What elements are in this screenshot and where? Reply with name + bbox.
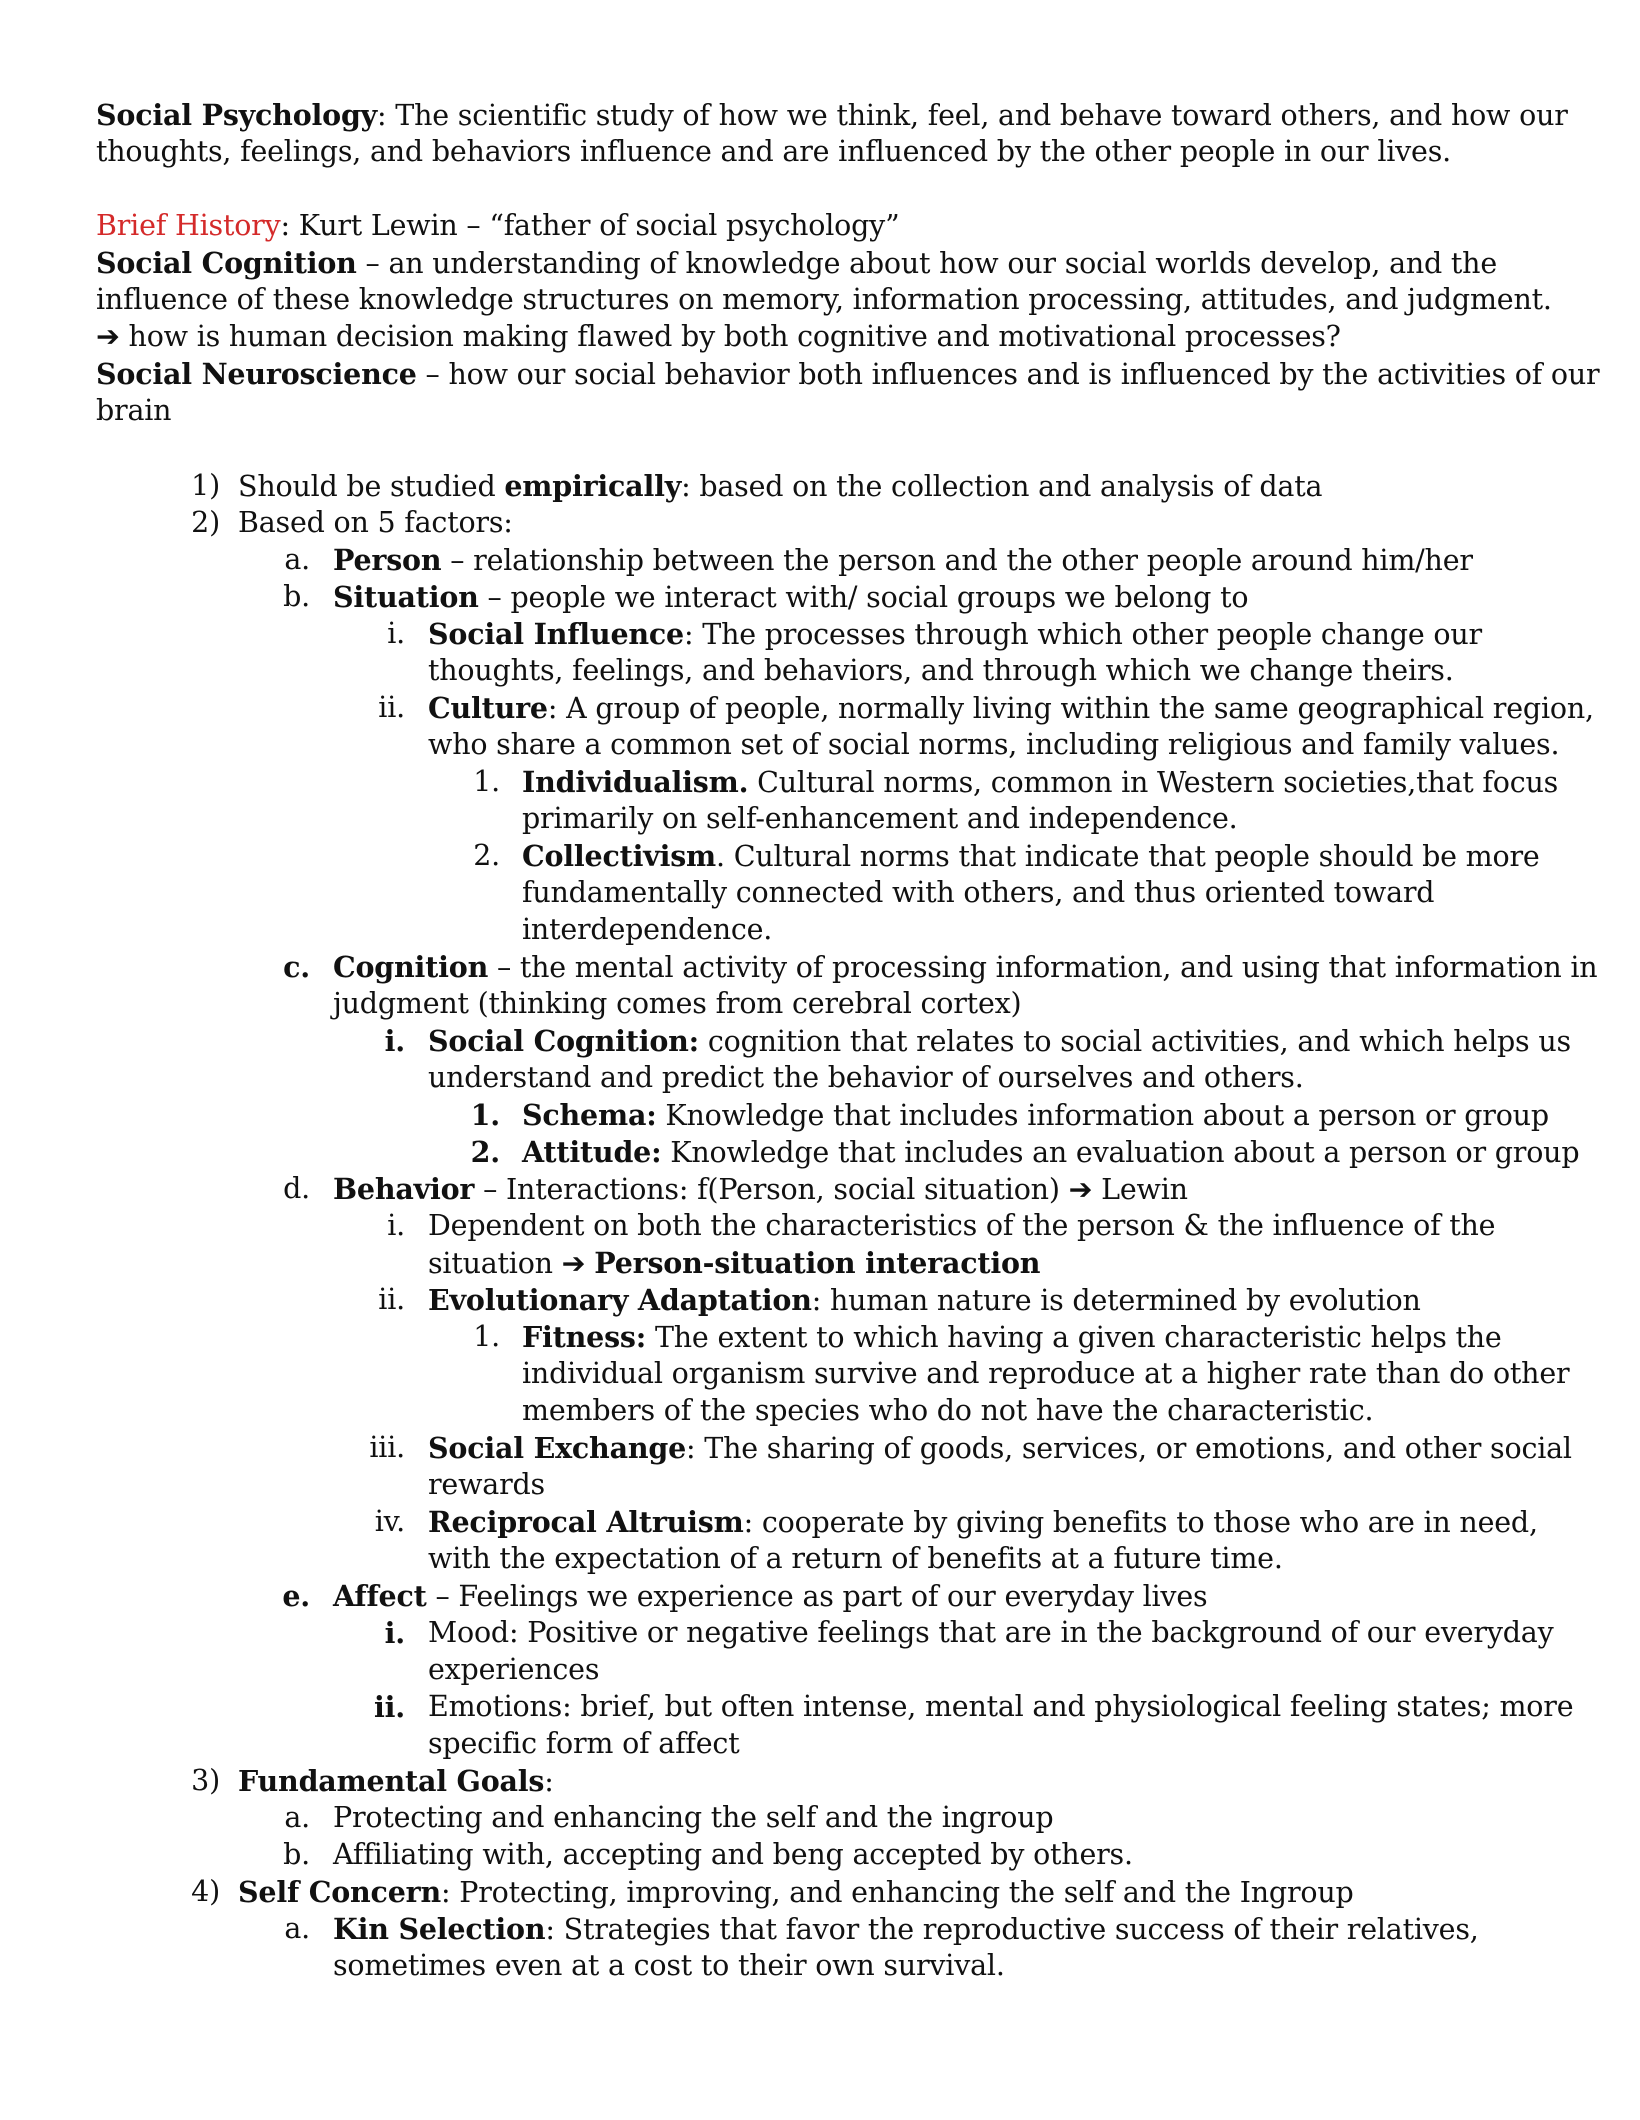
list-item-attitude: Attitude: Knowledge that includes an evaluation about a person or group	[522, 1135, 1580, 1169]
list-item-evolutionary-adaptation: Evolutionary Adaptation: human nature is determined by evolution	[428, 1283, 1421, 1317]
list-roman: i.	[384, 1024, 405, 1058]
list-item-fundamental-goals: Fundamental Goals:	[238, 1764, 554, 1798]
list-item-1: Should be studied empirically: based on the collection and analysis of data	[238, 469, 1323, 503]
list-letter: a.	[284, 543, 310, 576]
list-item-situation: Situation – people we interact with/ social groups we belong to	[333, 580, 1249, 614]
document-page: Social Psychology: The scientific study of how we think, feel, and behave toward others, and how our thoughts, feelings, and behaviors influence and are influenced by the other people in our lives. Brief History: Kurt Lewin – “father of social psychology” Social Cognition – an understanding of knowledge about how our social worlds develop, and the influence of these knowledge structures on memory, information processing, attitudes, and judgment. ➔ how is human decision making flawed by both cognitive and motivational processes? Social Neuroscience – how our social behavior both influences and is influenced by the activities of our brain 1) Should be studied empirically: based on the collection and analysis of data 2) Based on 5 factors: a. Person – relationship between the person and the other people around him/her b. Situation – people we interact with/ social groups we belong to i. Social Influence: The processes through which other people change our thoughts, feelings, and behaviors, and through which we change theirs. ii. Culture: A group of people, normally living within the same geographical region, who share a common set of social norms, including religious and family values. 1. Individualism. Cultural norms, common in Western societies,that focus primarily on self-enhancement and independence. 2. Collectivism. Cultural norms that indicate that people should be more fundamentally connected with others, and thus oriented toward interdependence. c. Cognition – the mental activity of processing information, and using that information in judgment (thinking comes from cerebral cortex) i. Social Cognition: cognition that relates to social activities, and which helps us understand and predict the behavior of ourselves and others. 1. Schema: Knowledge that includes information about a person or group 2. Attitude: Knowledge that includes an evaluation about a person or group d. Behavior – Interactions: f(Person, social situation) ➔ Lewin i. Dependent on both the characteristics of the person & the influence of the situation ➔ Person-situation interaction ii. Evolutionary Adaptation: human nature is determined by evolution 1. Fitness: The extent to which having a given characteristic helps the individual organism survive and reproduce at a higher rate than do other members of the species who do not have the characteristic. iii. Social Exchange: The sharing of goods, services, or emotions, and other social rewards iv. Reciprocal Altruism: cooperate by giving benefits to those who are in need, with the expectation of a return of benefits at a future time. e. Affect – Feelings we experience as part of our everyday lives i. Mood: Positive or negative feelings that are in the background of our everyday experiences ii. Emotions: brief, but often intense, mental and physiological feeling states; more specific form of affect 3) Fundamental Goals: a. Protecting and enhancing the self and the ingroup b. Affiliating with, accepting and beng accepted by others. 4) Self Concern: Protecting, improving, and enhancing the self and the Ingroup a. Kin Selection: Strategies that favor the reproductive success of their relatives, sometimes even at a cost to their own survival.	[96, 98, 1600, 1982]
list-letter: a.	[284, 1801, 310, 1834]
list-item-person: Person – relationship between the person and the other people around him/her	[333, 543, 1473, 577]
list-item-kin-selection: Kin Selection: Strategies that favor the reproductive success of their relatives,	[333, 1912, 1479, 1946]
intro-line-2: thoughts, feelings, and behaviors influence and are influenced by the other people in our lives.	[96, 135, 1452, 168]
list-item-reciprocal-altruism: Reciprocal Altruism: cooperate by giving benefits to those who are in need,	[428, 1505, 1538, 1539]
list-roman: ii.	[378, 1283, 405, 1316]
list-number: 1)	[191, 469, 220, 502]
list-item-social-influence: Social Influence: The processes through which other people change our	[428, 617, 1482, 651]
list-item-behavior: Behavior – Interactions: f(Person, social situation) ➔ Lewin	[333, 1172, 1188, 1206]
list-item-goal-protecting: Protecting and enhancing the self and the ingroup	[333, 1801, 1054, 1834]
list-item-self-concern: Self Concern: Protecting, improving, and enhancing the self and the Ingroup	[238, 1875, 1354, 1909]
list-number: 1.	[470, 1098, 500, 1132]
list-number: 2)	[191, 506, 220, 539]
list-item-individualism: Individualism. Cultural norms, common in Western societies,that focus	[522, 765, 1559, 799]
list-item-cognition: Cognition – the mental activity of processing information, and using that information in	[333, 950, 1598, 984]
list-item-goal-affiliating: Affiliating with, accepting and beng accepted by others.	[333, 1838, 1133, 1871]
list-number: 3)	[191, 1764, 220, 1797]
list-letter: b.	[283, 1838, 310, 1871]
list-item-culture: Culture: A group of people, normally living within the same geographical region,	[428, 691, 1594, 725]
history-line: Brief History: Kurt Lewin – “father of social psychology”	[96, 209, 900, 242]
list-roman: ii.	[374, 1690, 405, 1724]
list-roman: i.	[387, 1209, 405, 1242]
list-number: 2.	[470, 1135, 500, 1169]
list-item-schema: Schema: Knowledge that includes information about a person or group	[522, 1098, 1549, 1132]
list-item-affect: Affect – Feelings we experience as part of our everyday lives	[333, 1579, 1208, 1613]
list-letter: d.	[283, 1172, 310, 1205]
list-letter: e.	[282, 1579, 310, 1613]
neuro-line-1: Social Neuroscience – how our social behavior both influences and is influenced by the activities of our	[96, 357, 1600, 391]
list-letter: b.	[283, 580, 310, 613]
cognition-line-2: influence of these knowledge structures on memory, information processing, attitudes, and judgment.	[96, 283, 1552, 316]
list-item-2: Based on 5 factors:	[238, 506, 513, 539]
cognition-question: ➔ how is human decision making flawed by both cognitive and motivational processes?	[96, 320, 1341, 353]
list-item-social-cognition: Social Cognition: cognition that relates to social activities, and which helps us	[428, 1024, 1571, 1058]
list-item-mood: Mood: Positive or negative feelings that are in the background of our everyday	[428, 1616, 1554, 1649]
list-number: 1.	[473, 765, 500, 798]
list-roman: i.	[387, 617, 405, 650]
neuro-line-2: brain	[96, 394, 172, 427]
list-letter: c.	[283, 950, 310, 984]
list-item-emotions: Emotions: brief, but often intense, mental and physiological feeling states; more	[428, 1690, 1574, 1723]
list-letter: a.	[284, 1912, 310, 1945]
history-label: Brief History	[96, 209, 281, 242]
cognition-line-1: Social Cognition – an understanding of knowledge about how our social worlds develop, and the	[96, 246, 1497, 280]
intro-term: Social Psychology	[96, 98, 378, 132]
list-item-fitness: Fitness: The extent to which having a given characteristic helps the	[522, 1320, 1502, 1354]
list-number: 1.	[473, 1320, 500, 1353]
intro-line-1: Social Psychology: The scientific study of how we think, feel, and behave toward others, and how our	[96, 98, 1568, 132]
list-roman: iii.	[369, 1431, 405, 1464]
list-number: 4)	[191, 1875, 220, 1908]
list-item-dependent: Dependent on both the characteristics of the person & the influence of the	[428, 1209, 1496, 1242]
list-roman: iv.	[374, 1505, 405, 1538]
list-item-social-exchange: Social Exchange: The sharing of goods, services, or emotions, and other social	[428, 1431, 1572, 1465]
list-item-collectivism: Collectivism. Cultural norms that indicate that people should be more	[522, 839, 1540, 873]
list-roman: i.	[384, 1616, 405, 1650]
list-roman: ii.	[378, 691, 405, 724]
list-number: 2.	[473, 839, 500, 872]
